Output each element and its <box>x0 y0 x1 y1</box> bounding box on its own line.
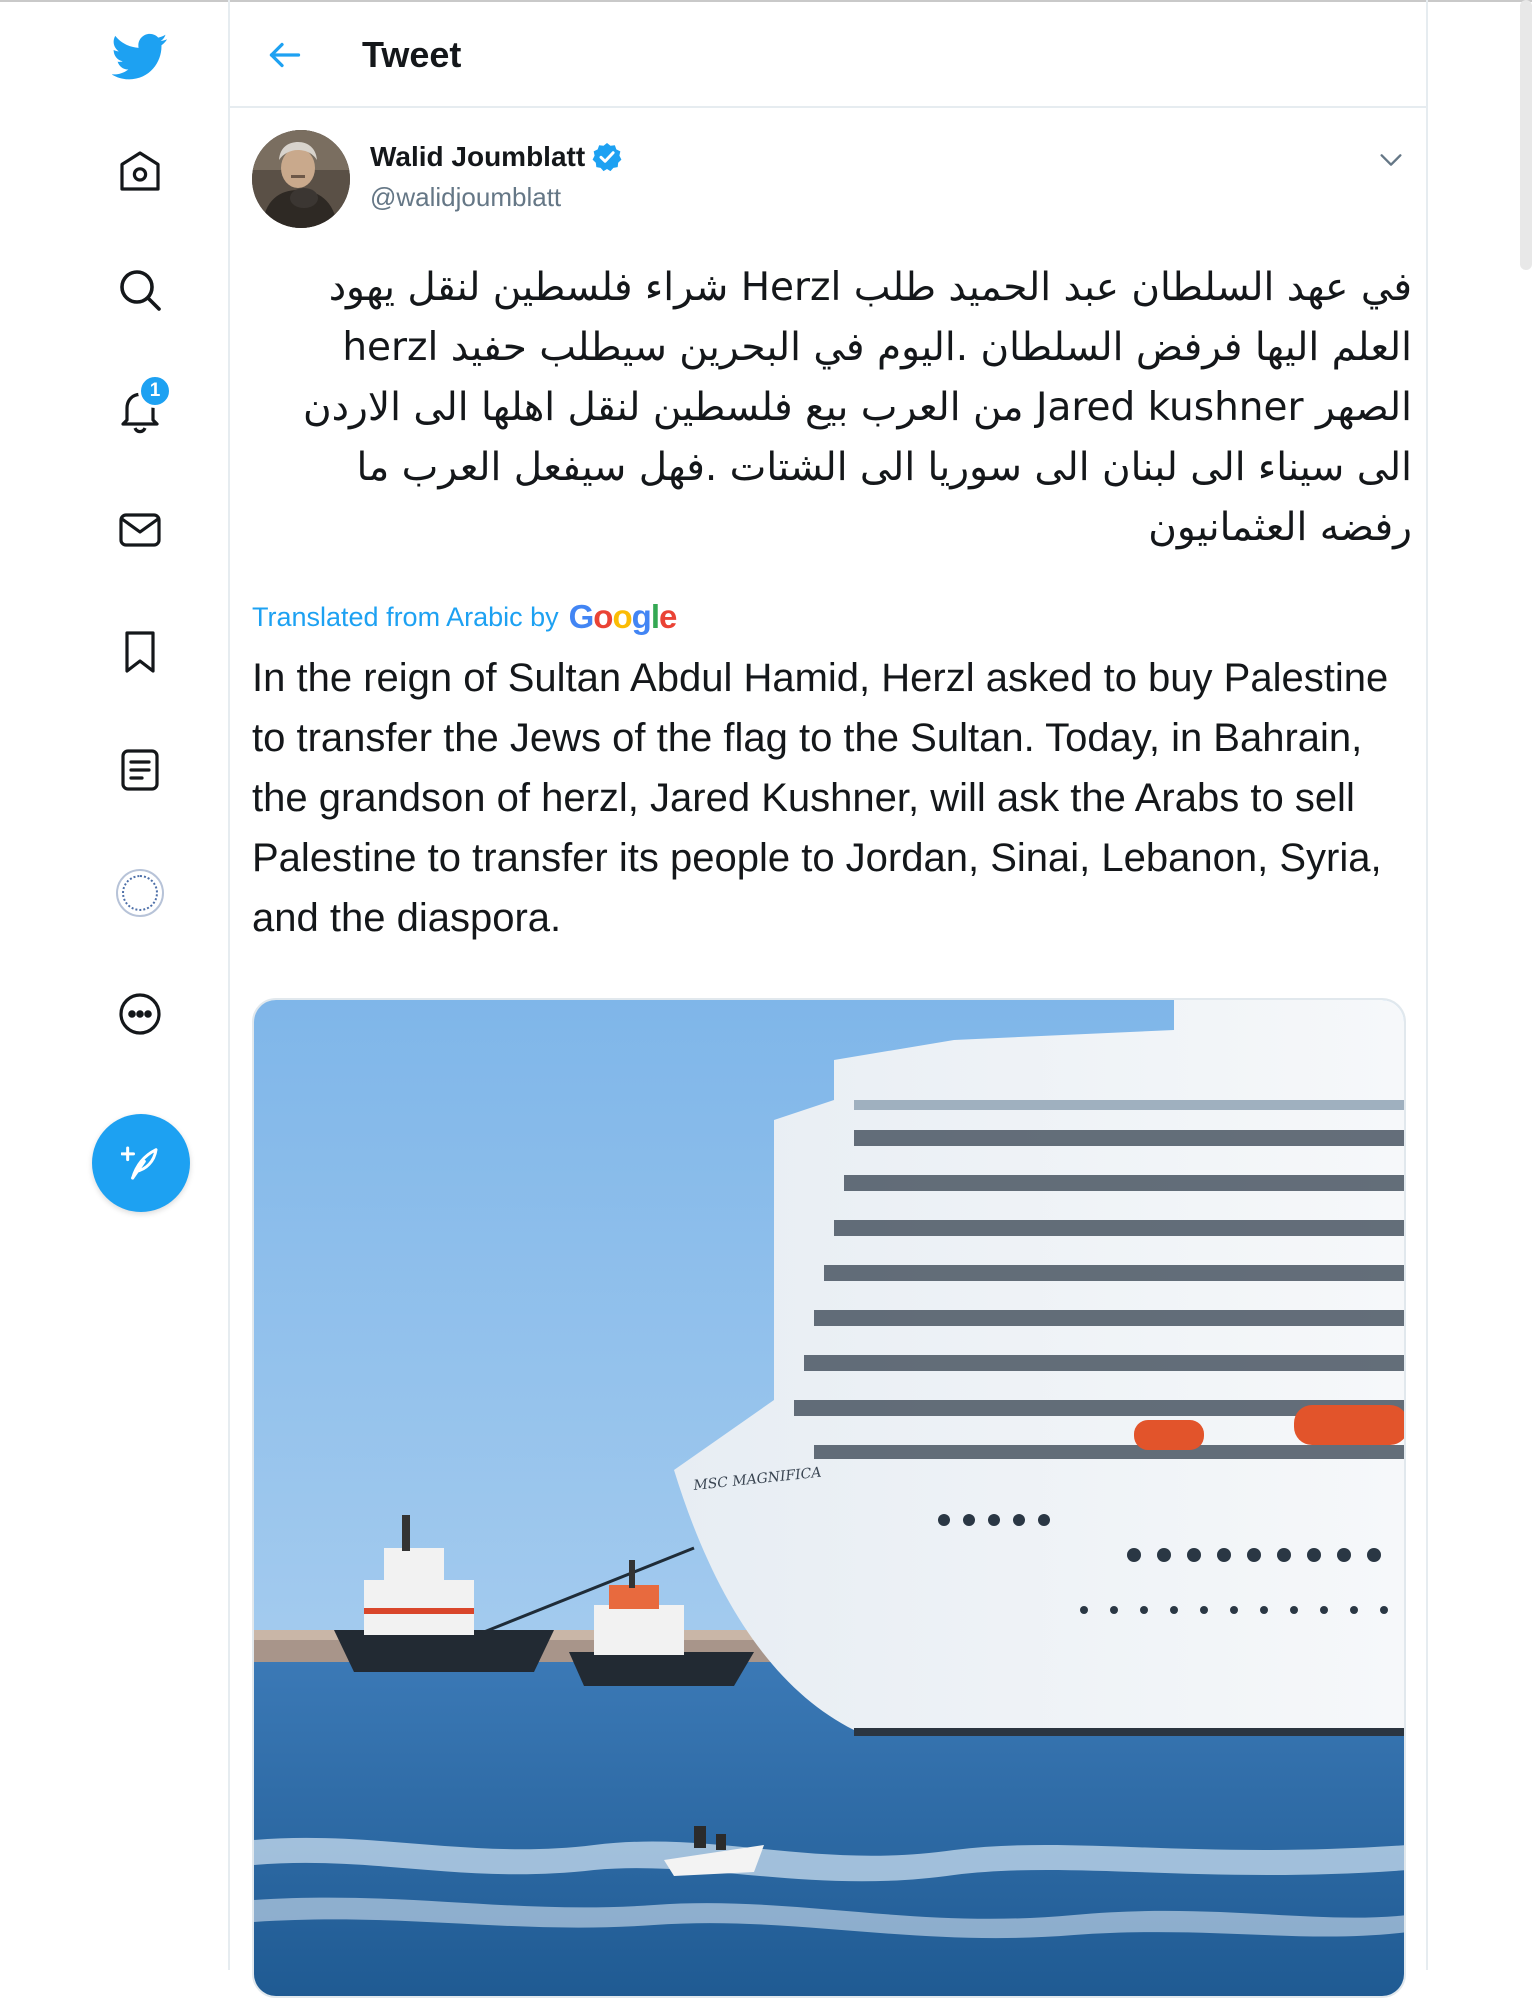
nav-lists[interactable] <box>100 730 180 810</box>
search-icon <box>116 266 164 314</box>
google-logo: Google <box>568 598 677 635</box>
nav-messages[interactable] <box>100 490 180 570</box>
avatar-photo <box>252 130 350 228</box>
tweet-text-arabic: في عهد السلطان عبد الحميد طلب Herzl شراء فلسطين لنقل يهود العلم اليها فرفض السلطان .اليوم في البحرين سيطلب حفيد herzl الصهر Jared kushner من العرب بيع فلسطين لنقل اهلها الى الاردن الى سيناء الى لبنان الى سوريا الى الشتات .فهل سيفعل العرب ما رفضه العثمانيون <box>303 265 1412 550</box>
tweet-translation-text: In the reign of Sultan Abdul Hamid, Herzl asked to buy Palestine to transfer the Jews of the flag to the Sultan. Today, in Bahrain, the grandson of herzl, Jared Kushner, will ask the Arabs to sell Palestine to transfer its people to Jordan, Sinai, Lebanon, Syria, and the diaspora. <box>252 656 1389 940</box>
ship-name-lettering: MSC MAGNIFICA <box>692 1464 823 1494</box>
author-handle[interactable]: @walidjoumblatt <box>370 182 562 212</box>
compose-feather-icon <box>121 1143 161 1183</box>
twitter-bird-logo-icon <box>112 28 168 84</box>
main-column <box>228 0 1428 1970</box>
nav-home[interactable] <box>100 132 180 212</box>
nav-notifications[interactable] <box>100 370 180 450</box>
cruise-ship-photo <box>254 1000 1406 1998</box>
tweet-options-button[interactable] <box>1373 142 1409 178</box>
translation-label: Translated from Arabic by <box>252 601 559 632</box>
translation-attribution[interactable] <box>252 598 676 636</box>
notification-badge: 1 <box>138 374 172 408</box>
tweet-media-photo[interactable] <box>252 998 1406 1998</box>
more-icon <box>116 990 164 1038</box>
author-avatar[interactable] <box>252 130 350 228</box>
home-icon <box>116 148 164 196</box>
chevron-down-icon <box>1377 146 1405 174</box>
nav-explore[interactable] <box>100 250 180 330</box>
verified-badge-icon <box>591 141 623 173</box>
window-scrollbar[interactable] <box>1520 0 1532 270</box>
arrow-left-icon <box>267 37 303 73</box>
back-button[interactable] <box>260 30 310 80</box>
page-header <box>230 0 1426 108</box>
author-name[interactable]: Walid Joumblatt <box>370 141 586 172</box>
nav-profile[interactable] <box>100 853 180 933</box>
bookmark-icon <box>116 628 164 676</box>
author-name-row <box>370 140 623 174</box>
profile-avatar <box>116 869 164 917</box>
list-icon <box>116 746 164 794</box>
sidebar-nav <box>0 0 228 1970</box>
nav-more[interactable] <box>100 974 180 1054</box>
twitter-logo-link[interactable] <box>100 16 180 96</box>
envelope-icon <box>116 506 164 554</box>
compose-tweet-button[interactable] <box>92 1114 190 1212</box>
page-title: Tweet <box>362 34 462 75</box>
nav-bookmarks[interactable] <box>100 612 180 692</box>
